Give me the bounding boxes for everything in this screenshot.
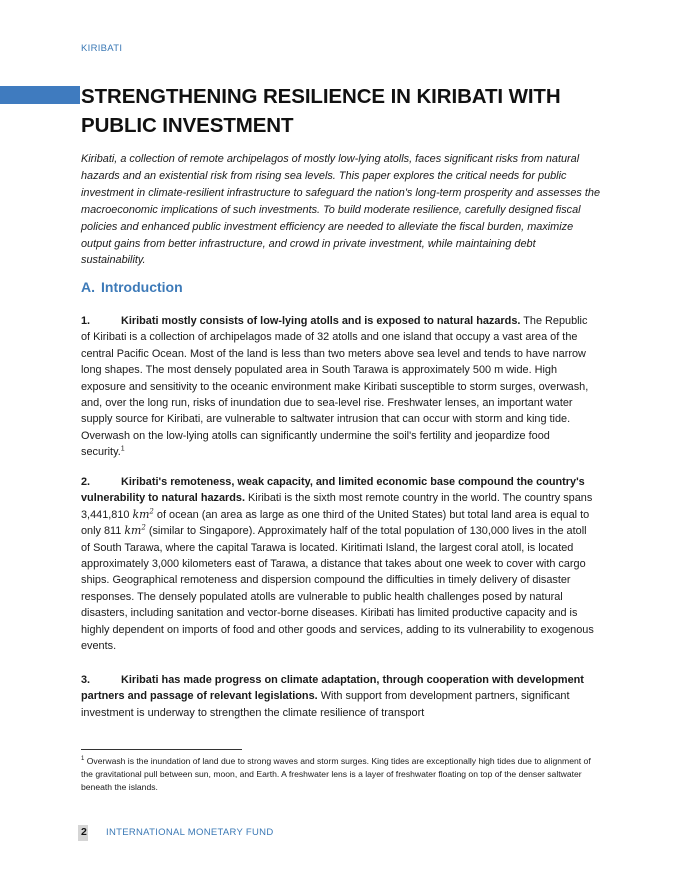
paragraph-1 [81, 313, 596, 461]
abstract: Kiribati, a collection of remote archipelagos of mostly low-lying atolls, faces significant risks from natural hazards and an existential risk from rising sea levels. This paper explores the critical needs for public investment in climate-resilient infrastructure to safeguard the nation's long-term prosperity and assesses the macroeconomic implications of such investments. To build moderate resilience, carefully designed fiscal policies and enhanced public investment efficiency are needed to alleviate the fiscal burden, maximize output gains from better infrastructure, and crowd in private investment, while maintaining debt sustainability. [81, 153, 601, 267]
paragraph-number: 1. [81, 315, 91, 327]
paragraph-2 [81, 474, 596, 654]
paragraph-body: (similar to Singapore). Approximately half of the total population of 130,000 lives in the atoll of South Tarawa, where the capital Tarawa is located. Kiritimati Island, the largest coral atoll, is located approximately 3,000 kilometers east of Tarawa, a distance that takes about one week to cover with cargo ships. Geographical remoteness and dispersion compound the difficulties in timely delivery of disaster responses. The densely populated atolls are vulnerable to public health challenges posed by natural disasters, including sanitation and vector-borne diseases. Kiribati has limited productive capacity and is highly dependent on imports of food and other goods and services, adding to its vulnerability to exogenous events. [81, 525, 594, 653]
unit-exponent: 2 [149, 507, 154, 516]
section-heading [81, 279, 183, 295]
unit-km2 [132, 508, 153, 521]
paragraph-body: Kiribati is the sixth most remote country in the world. The country spans 3,441,810 [81, 492, 593, 521]
paragraph-lead: Kiribati's remoteness, weak capacity, and limited economic base compound the country's vulnerability to natural hazards. [81, 476, 585, 505]
unit-base: km [124, 524, 142, 538]
paragraph-number: 2. [81, 476, 91, 488]
title-accent-bar [0, 86, 80, 104]
unit-km2 [124, 524, 145, 537]
unit-exponent: 2 [141, 523, 146, 532]
paragraph-body: With support from development partners, significant investment is underway to strengthen the climate resilience of transport [81, 690, 570, 719]
paragraph-body: The Republic of Kiribati is a collection of archipelagos made of 32 atolls and one island that occupy a vast area of the central Pacific Ocean. Most of the land is less than two meters above sea level and tends to have narrow long shapes. The most densely populated area in South Tarawa is approximately 500 m wide. High exposure and sensitivity to the oceanic environment make Kiribati susceptible to storm surges, overwash, and, over the long run, risks of inundation due to sea-level rise. Freshwater lenses, an important water supply source for Kiribati, are vulnerable to saltwater intrusion that can occur with storm and king tide. Overwash on the low-lying atolls can significantly undermine the soil's fertility and jeopardize food security. [81, 315, 589, 459]
page-number: 2 [81, 826, 87, 838]
paragraph-number: 3. [81, 674, 91, 686]
paragraph-3 [81, 672, 596, 721]
footnote-marker: 1 [81, 756, 85, 763]
section-letter: A. [81, 279, 95, 295]
paragraph-lead: Kiribati has made progress on climate adaptation, through cooperation with development partners and passage of relevant legislations. [81, 674, 584, 703]
footnote-text: Overwash is the inundation of land due to strong waves and storm surges. King tides are exceptionally high tides due to alignment of the gravitational pull between sun, moon, and Earth. A freshwater lens is a layer of freshwater floating on top of the denser saltwater beneath the islands. [81, 756, 591, 792]
section-title: Introduction [101, 279, 183, 295]
paragraph-body: of ocean (an area as large as one third of the United States) but total land area is equal to only 811 [81, 508, 590, 538]
footer-organization: INTERNATIONAL MONETARY FUND [106, 827, 274, 838]
footnote [81, 755, 596, 794]
page-title: STRENGTHENING RESILIENCE IN KIRIBATI WITH PUBLIC INVESTMENT [81, 85, 561, 137]
unit-base: km [132, 507, 150, 521]
paragraph-lead: Kiribati mostly consists of low-lying atolls and is exposed to natural hazards. [121, 315, 521, 327]
footnote-divider [81, 749, 242, 750]
footnote-reference[interactable]: 1 [120, 445, 125, 453]
running-header: KIRIBATI [81, 43, 123, 54]
